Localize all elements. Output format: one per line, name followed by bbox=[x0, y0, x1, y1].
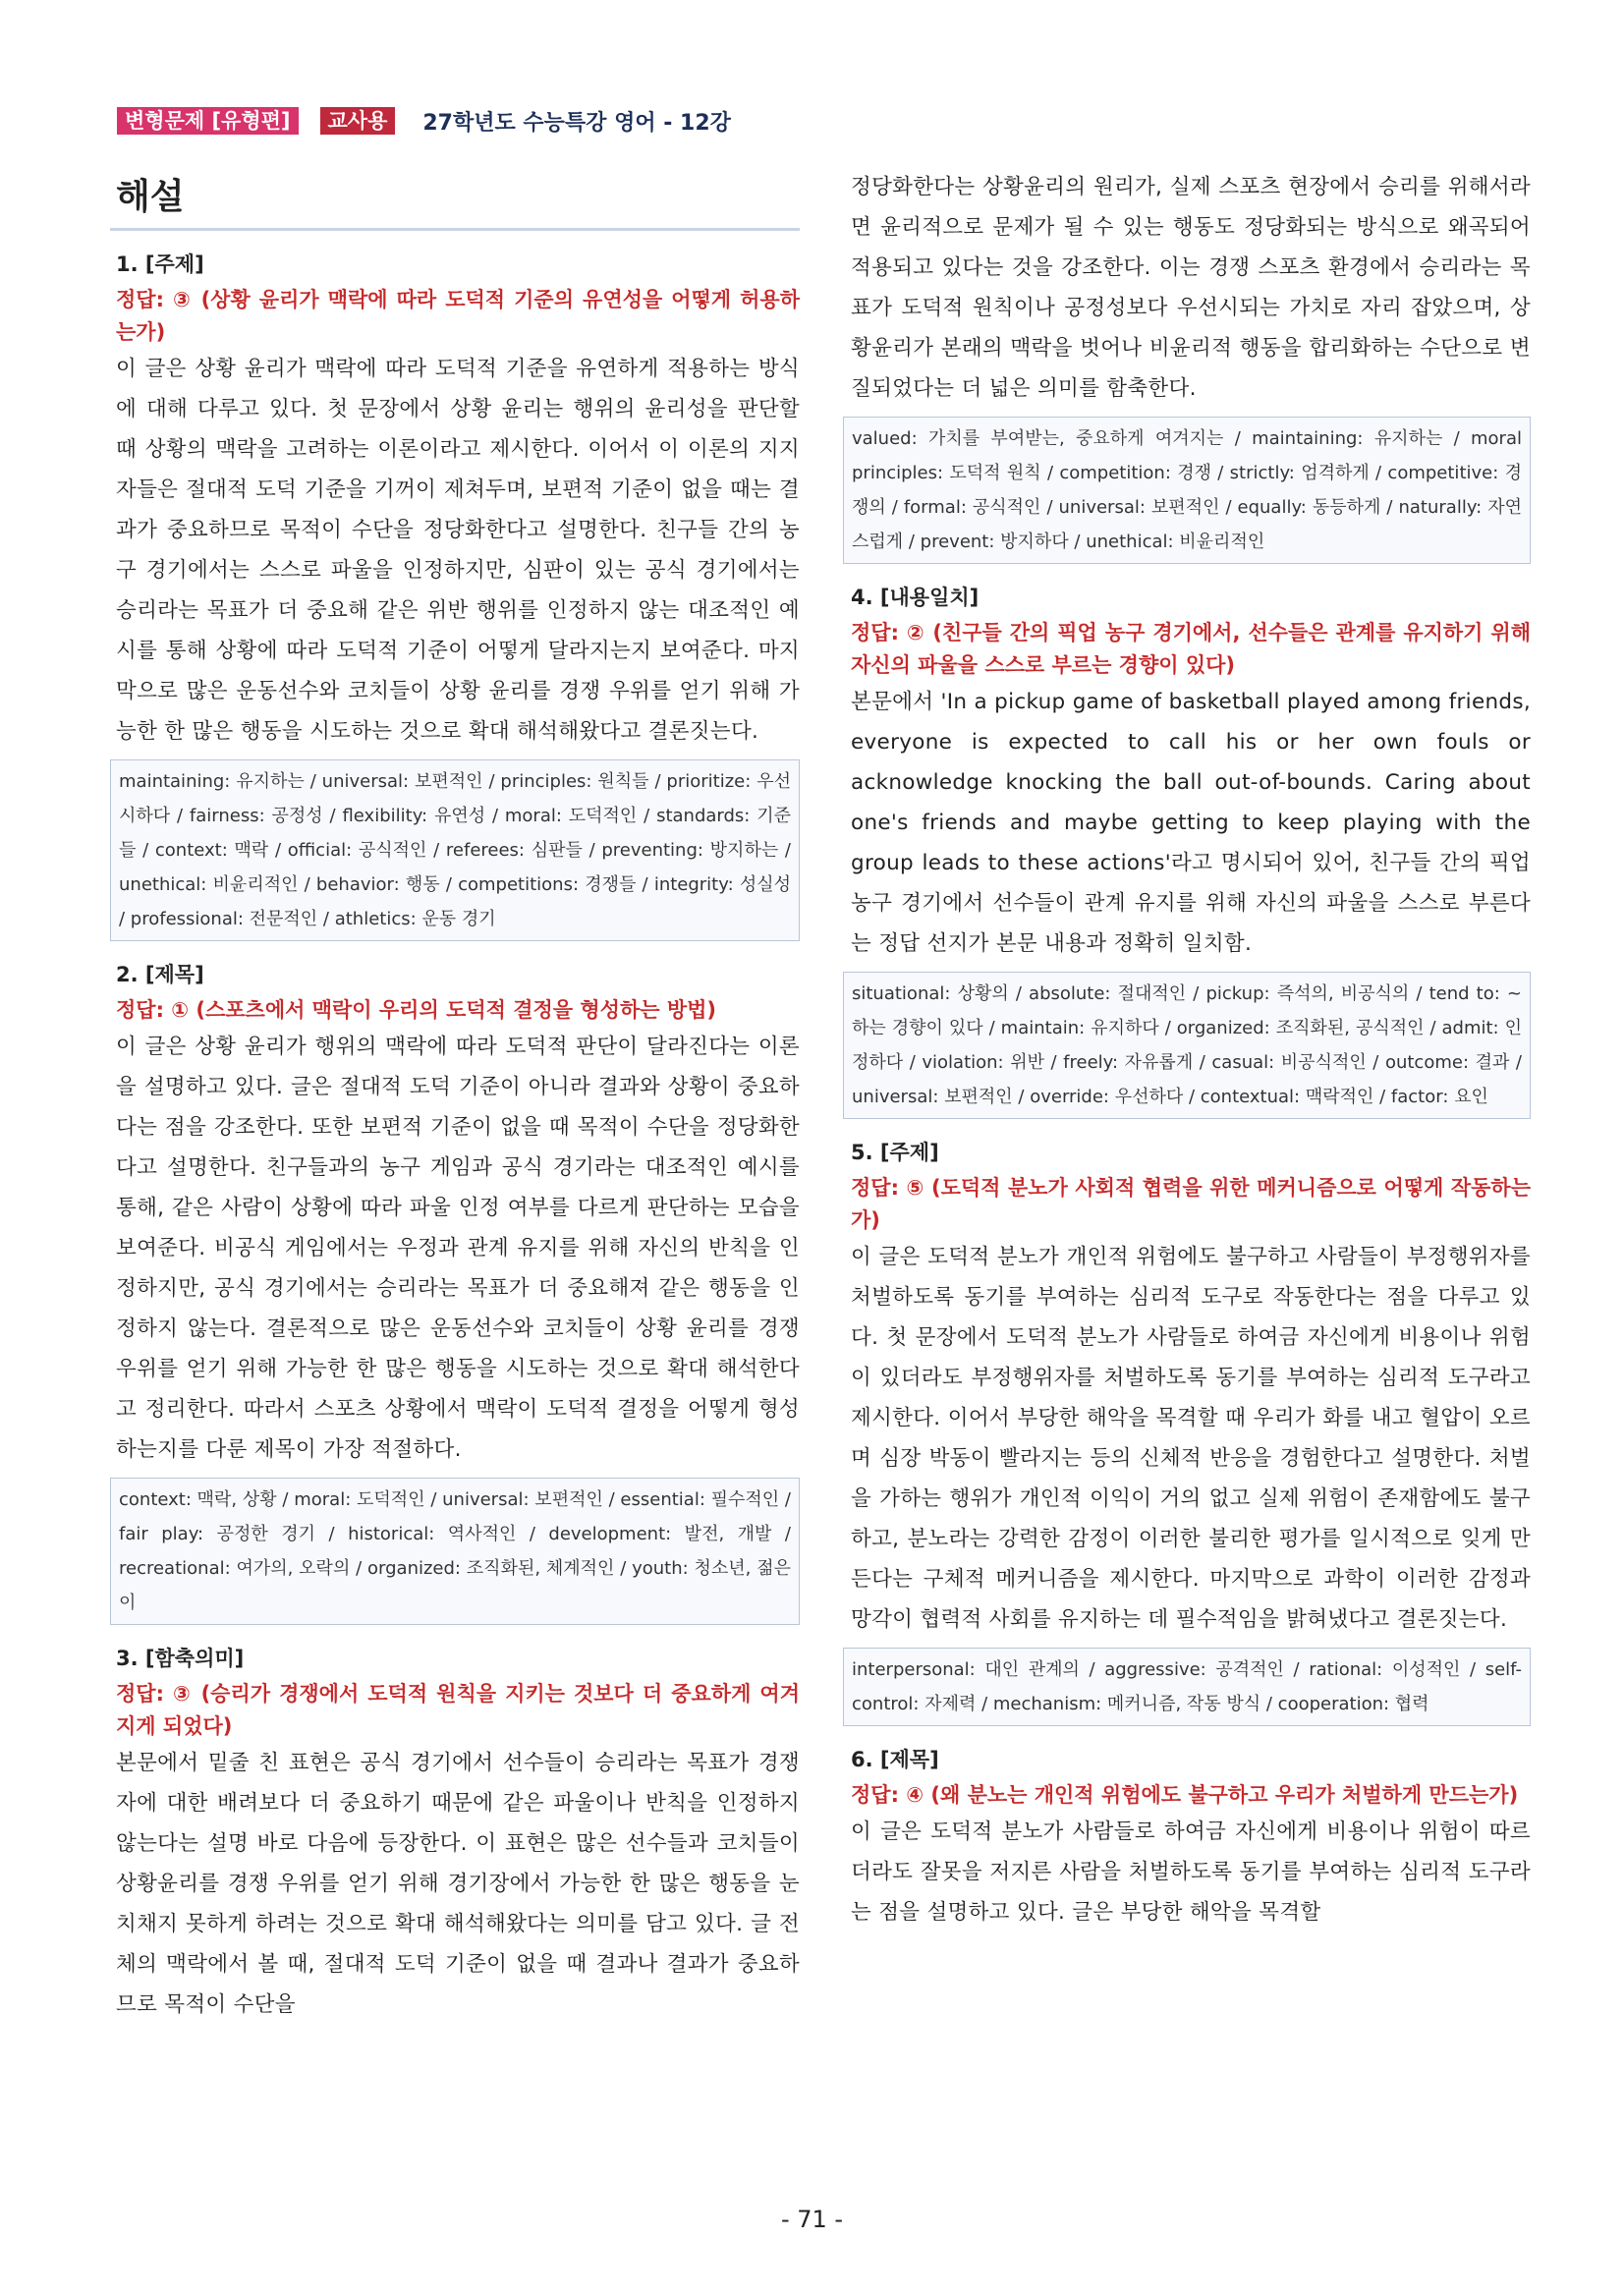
question-heading: 2. [제목] bbox=[116, 963, 204, 986]
answer-text: 정답: ⑤ (도덕적 분노가 사회적 협력을 위한 메커니즘으로 어떻게 작동하는가) bbox=[851, 1176, 1531, 1232]
answer-text: 정답: ① (스포츠에서 맥락이 우리의 도덕적 결정을 형성하는 방법) bbox=[116, 998, 717, 1022]
vocab-box: situational: 상황의 / absolute: 절대적인 / pickup: 즉석의, 비공식의 / tend to: ~하는 경향이 있다 / maintain: 유지하다 / organized: 조직화된, 공식적인 / admit: 인정하다 / violation: 위반 / freely: 자유롭게 / casual: 비공식적인 / outcome: 결과 / universal: 보편적인 / override: 우선하다 / contextual: 맥락적인 / factor: 요인 bbox=[843, 972, 1531, 1119]
teacher-badge: 교사용 bbox=[320, 107, 396, 135]
question-1 bbox=[110, 249, 800, 941]
question-heading: 1. [주제] bbox=[116, 252, 204, 276]
question-4 bbox=[843, 582, 1531, 1119]
section-title: 해설 bbox=[116, 177, 185, 217]
page-header bbox=[117, 106, 731, 136]
explanation-text: 이 글은 상황 윤리가 맥락에 따라 도덕적 기준을 유연하게 적용하는 방식에 대해 다루고 있다. 첫 문장에서 상황 윤리는 행위의 윤리성을 판단할 때 상황의 맥락을 고려하는 이론이라고 제시한다. 이어서 이 이론의 지지자들은 절대적 도덕 기준을 기꺼이 제쳐두며, 보편적 기준이 없을 때는 결과가 중요하므로 목적이 수단을 정당화한다고 설명한다. 친구들 간의 농구 경기에서는 스스로 파울을 인정하지만, 심판이 있는 공식 경기에서는 승리라는 목표가 더 중요해 같은 위반 행위를 인정하지 않는 대조적인 예시를 통해 상황에 따라 도덕적 기준이 어떻게 달라지는지 보여준다. 마지막으로 많은 운동선수와 코치들이 상황 윤리를 경쟁 우위를 얻기 위해 가능한 한 많은 행동을 시도하는 것으로 확대 해석해왔다고 결론짓는다. bbox=[116, 357, 800, 744]
title-divider bbox=[110, 228, 800, 231]
explanation-text: 이 글은 상황 윤리가 행위의 맥락에 따라 도덕적 판단이 달라진다는 이론을 설명하고 있다. 글은 절대적 도덕 기준이 아니라 결과와 상황이 중요하다는 점을 강조한다. 또한 보편적 기준이 없을 때 목적이 수단을 정당화한다고 설명한다. 친구들과의 농구 게임과 공식 경기라는 대조적인 예시를 통해, 같은 사람이 상황에 따라 파울 인정 여부를 다르게 판단하는 모습을 보여준다. 비공식 게임에서는 우정과 관계 유지를 위해 자신의 반칙을 인정하지만, 공식 경기에서는 승리라는 목표가 더 중요해져 같은 행동을 인정하지 않는다. 결론적으로 많은 운동선수와 코치들이 상황 윤리를 경쟁 우위를 얻기 위해 가능한 한 많은 행동을 시도하는 것으로 확대 해석한다고 정리한다. 따라서 스포츠 상황에서 맥락이 도덕적 결정을 어떻게 형성하는지를 다룬 제목이 가장 적절하다. bbox=[116, 1035, 800, 1462]
question-2 bbox=[110, 959, 800, 1625]
vocab-box: interpersonal: 대인 관계의 / aggressive: 공격적인 / rational: 이성적인 / self-control: 자제력 / mechanism: 메커니즘, 작동 방식 / cooperation: 협력 bbox=[843, 1648, 1531, 1726]
question-5 bbox=[843, 1137, 1531, 1726]
question-3 bbox=[110, 1643, 800, 2025]
question-6 bbox=[843, 1744, 1531, 1932]
left-column bbox=[110, 157, 800, 2025]
vocab-box: valued: 가치를 부여받는, 중요하게 여겨지는 / maintaining: 유지하는 / moral principles: 도덕적 원칙 / competition: 경쟁 / strictly: 엄격하게 / competitive: 경쟁의 / formal: 공식적인 / universal: 보편적인 / equally: 동등하게 / naturally: 자연스럽게 / prevent: 방지하다 / unethical: 비윤리적인 bbox=[843, 417, 1531, 564]
header-title: 27학년도 수능특강 영어 - 12강 bbox=[422, 110, 731, 136]
vocab-box: context: 맥락, 상황 / moral: 도덕적인 / universal: 보편적인 / essential: 필수적인 / fair play: 공정한 경기 / historical: 역사적인 / development: 발전, 개발 / recreational: 여가의, 오락의 / organized: 조직화된, 체계적인 / youth: 청소년, 젊은이 bbox=[110, 1478, 800, 1625]
question-heading: 4. [내용일치] bbox=[851, 586, 980, 609]
vocab-box: maintaining: 유지하는 / universal: 보편적인 / principles: 원칙들 / prioritize: 우선시하다 / fairness: 공정성 / flexibility: 유연성 / moral: 도덕적인 / standards: 기준들 / context: 맥락 / official: 공식적인 / referees: 심판들 / preventing: 방지하는 / unethical: 비윤리적인 / behavior: 행동 / competitions: 경쟁들 / integrity: 성실성 / professional: 전문적인 / athletics: 운동 경기 bbox=[110, 759, 800, 941]
question-heading: 5. [주제] bbox=[851, 1141, 939, 1164]
answer-text: 정답: ② (친구들 간의 픽업 농구 경기에서, 선수들은 관계를 유지하기 위해 자신의 파울을 스스로 부르는 경향이 있다) bbox=[851, 621, 1531, 677]
explanation-text: 정당화한다는 상황윤리의 원리가, 실제 스포츠 현장에서 승리를 위해서라면 윤리적으로 문제가 될 수 있는 행동도 정당화되는 방식으로 왜곡되어 적용되고 있다는 것을 강조한다. 이는 경쟁 스포츠 환경에서 승리라는 목표가 도덕적 원칙이나 공정성보다 우선시되는 가치로 자리 잡았으며, 상황윤리가 본래의 맥락을 벗어나 비윤리적 행동을 합리화하는 수단으로 변질되었다는 더 넓은 의미를 함축한다. bbox=[851, 175, 1531, 401]
question-heading: 6. [제목] bbox=[851, 1748, 939, 1771]
category-badge: 변형문제 [유형편] bbox=[117, 107, 299, 135]
explanation-text: 이 글은 도덕적 분노가 사람들로 하여금 자신에게 비용이나 위험이 따르더라도 잘못을 저지른 사람을 처벌하도록 동기를 부여하는 심리적 도구라는 점을 설명하고 있다. 글은 부당한 해악을 목격할 bbox=[851, 1820, 1531, 1925]
answer-text: 정답: ③ (승리가 경쟁에서 도덕적 원칙을 지키는 것보다 더 중요하게 여겨지게 되었다) bbox=[116, 1682, 800, 1738]
page-number: - 71 - bbox=[780, 2206, 844, 2233]
explanation-text: 이 글은 도덕적 분노가 개인적 위험에도 불구하고 사람들이 부정행위자를 처벌하도록 동기를 부여하는 심리적 도구로 작동한다는 점을 다루고 있다. 첫 문장에서 도덕적 분노가 사람들로 하여금 자신에게 비용이나 위험이 있더라도 부정행위자를 처벌하도록 동기를 부여하는 심리적 도구라고 제시한다. 이어서 부당한 해악을 목격할 때 우리가 화를 내고 혈압이 오르며 심장 박동이 빨라지는 등의 신체적 반응을 경험한다고 설명한다. 처벌을 가하는 행위가 개인적 이익이 거의 없고 실제 위험이 존재함에도 불구하고, 분노라는 강력한 감정이 이러한 불리한 평가를 일시적으로 잊게 만든다는 구체적 메커니즘을 제시한다. 마지막으로 과학이 이러한 감정과 망각이 협력적 사회를 유지하는 데 필수적임을 밝혀냈다고 결론짓는다. bbox=[851, 1245, 1531, 1632]
answer-text: 정답: ③ (상황 윤리가 맥락에 따라 도덕적 기준의 유연성을 어떻게 허용하는가) bbox=[116, 288, 800, 344]
explanation-text: 본문에서 'In a pickup game of basketball played among friends, everyone is expected to call his or her own fouls or acknowledge knocking the ball out-of-bounds. Caring about one's friends and maybe getting to keep playing with the group leads to these actions'라고 명시되어 있어, 친구들 간의 픽업 농구 경기에서 선수들이 관계 유지를 위해 자신의 파울을 스스로 부른다는 정답 선지가 본문 내용과 정확히 일치함. bbox=[851, 690, 1531, 956]
question-3-continued bbox=[843, 167, 1531, 564]
right-column bbox=[843, 167, 1531, 1932]
answer-text: 정답: ④ (왜 분노는 개인적 위험에도 불구하고 우리가 처벌하게 만드는가) bbox=[851, 1783, 1519, 1807]
question-heading: 3. [함축의미] bbox=[116, 1647, 245, 1670]
explanation-text: 본문에서 밑줄 친 표현은 공식 경기에서 선수들이 승리라는 목표가 경쟁자에 대한 배려보다 더 중요하기 때문에 같은 파울이나 반칙을 인정하지 않는다는 설명 바로 다음에 등장한다. 이 표현은 많은 선수들과 코치들이 상황윤리를 경쟁 우위를 얻기 위해 경기장에서 가능한 한 많은 행동을 눈치채지 못하게 하려는 것으로 확대 해석해왔다는 의미를 담고 있다. 글 전체의 맥락에서 볼 때, 절대적 도덕 기준이 없을 때 결과나 결과가 중요하므로 목적이 수단을 bbox=[116, 1751, 800, 2017]
